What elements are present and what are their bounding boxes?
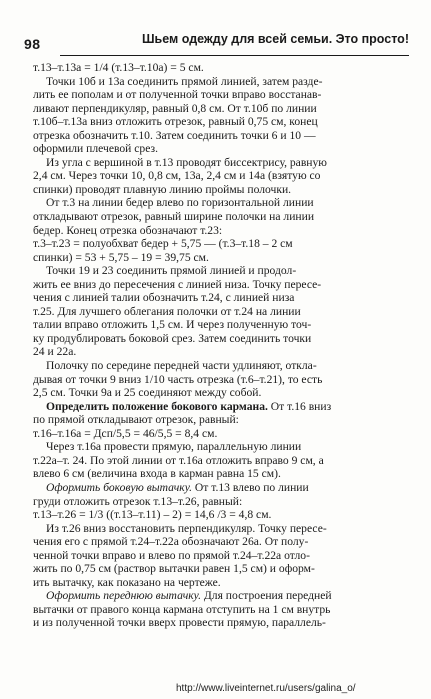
run-in-heading: Определить положение бокового кармана.: [46, 399, 268, 413]
text-line: откладывают отрезок, равный ширине полочки на линии: [33, 210, 315, 224]
body-text: [33, 61, 400, 630]
text-line: т.10б–т.13а вниз отложить отрезок, равный 0,75 см, конец: [33, 115, 318, 129]
text-line: Из т.26 вниз восстановить перпендикуляр. Точку пересе-: [46, 521, 327, 535]
text-line: спинки) проводят плавную линию проймы полочки.: [33, 182, 292, 196]
text-line: Полочку по середине передней части удлиняют, откла-: [46, 359, 317, 373]
text-line: по прямой откладывают отрезок, равный:: [33, 413, 239, 427]
text-line: От т.3 на линии бедер влево по горизонтальной линии: [46, 196, 314, 210]
text-line: т.16–т.16а = Дсп/5,5 = 46/5,5 = 8,4 см.: [33, 426, 218, 440]
text-line: спинки) = 53 + 5,75 – 19 = 39,75 см.: [33, 250, 209, 264]
text-line: ить вытачку, как показано на чертеже.: [33, 575, 221, 589]
text-line: чения его с прямой т.24–т.22а обозначают 26а. От полу-: [33, 535, 309, 549]
run-in-heading: Оформить переднюю вытачку.: [46, 589, 201, 603]
text-line: Оформить боковую вытачку. От т.13 влево по линии: [46, 480, 309, 494]
text-line: талии вправо отложить 1,5 см. И через полученную точ-: [33, 318, 312, 332]
text-line: т.25. Для лучшего облегания полочки от т.24 на линии: [33, 304, 301, 318]
text-line: оформили плечевой срез.: [33, 142, 158, 156]
text-line: лить ее пополам и от полученной точки вправо восстанав-: [33, 88, 322, 102]
running-title: Шьем одежду для всей семьи. Это просто!: [141, 32, 409, 46]
text-line: Определить положение бокового кармана. От т.16 вниз: [46, 399, 332, 413]
header-rule: [60, 55, 409, 56]
text-line: т.13–т.26 = 1/3 ((т.13–т.11) – 2) = 14,6 /3 = 4,8 см.: [33, 508, 272, 522]
text-line: жить ее вниз до пересечения с линией низа. Точку пересе-: [33, 277, 322, 291]
text-line: и из полученной точки вверх провести прямую, параллель-: [33, 616, 326, 630]
run-in-heading: Оформить боковую вытачку.: [46, 480, 193, 494]
text-line: отрезка обозначить т.10. Затем соединить точки 6 и 10 —: [33, 128, 316, 142]
text-line: бедер. Конец отрезка обозначают т.23:: [33, 223, 223, 237]
text-line: 2,5 см. Точки 9а и 25 соединяют между собой.: [33, 386, 262, 400]
text-line: Оформить переднюю вытачку. Для построения передней: [46, 589, 332, 603]
text-line: 2,4 см. Через точки 10, 0,8 см, 13а, 2,4 см и 14а (взятую со: [33, 169, 321, 183]
text-line: Через т.16а провести прямую, параллельную линии: [46, 440, 302, 454]
text-line: вытачки от правого конца кармана отступить на 1 см внутрь: [33, 602, 331, 616]
text-line: Из угла с вершиной в т.13 проводят биссектрису, равную: [46, 155, 327, 169]
text-line: влево 6 см (величина входа в карман равна 15 см).: [33, 467, 281, 481]
text-line: дывая от точки 9 вниз 1/10 часть отрезка (т.6–т.21), то есть: [33, 372, 323, 386]
text-line: т.13–т.13а = 1/4 (т.13–т.10а) = 5 см.: [33, 61, 204, 74]
page-header: [20, 24, 409, 60]
text-line: Точки 10б и 13а соединить прямой линией, затем разде-: [46, 74, 323, 88]
page-number: 98: [24, 36, 41, 52]
text-line: Точки 19 и 23 соединить прямой линией и продол-: [46, 264, 297, 278]
text-line: 24 и 22а.: [33, 345, 77, 359]
text-line: чения с линией талии обозначить т.24, с линией низа: [33, 291, 295, 305]
text-line: ченной точки вправо и влево по прямой т.24–т.22а отло-: [33, 548, 310, 562]
text-line: груди отложить отрезок т.13–т.26, равный:: [33, 494, 243, 508]
text-line: т.3–т.23 = полуобхват бедер + 5,75 — (т.3–т.18 – 2 см: [33, 237, 293, 251]
text-line: ку продублировать боковой срез. Затем соединить точки: [33, 331, 312, 345]
text-line: ливают перпендикуляр, равный 0,8 см. От т.10б по линии: [33, 101, 317, 115]
text-line: жить по 0,75 см (раствор вытачки равен 1,5 см) и оформ-: [33, 562, 315, 576]
text-line: т.22а–т. 24. По этой линии от т.16а отложить вправо 9 см, а: [33, 453, 324, 467]
watermark-url: http://www.liveinternet.ru/users/galina_o/: [176, 683, 356, 694]
